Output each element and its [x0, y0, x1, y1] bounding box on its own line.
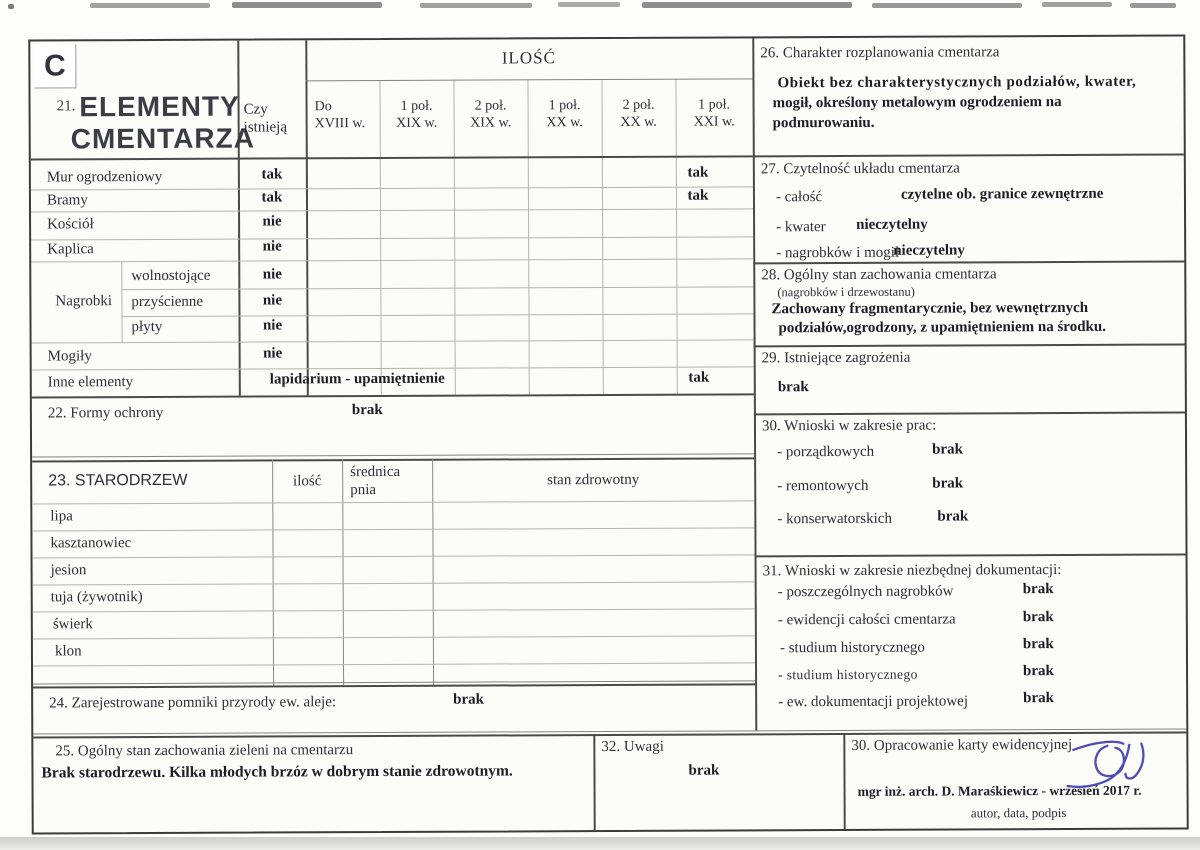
grid-line [33, 635, 755, 639]
section30-item-label: - porządkowych [777, 443, 875, 461]
period-col-0: Do XVIII w. [314, 99, 366, 132]
section28-value-l1: Zachowany fragmentarycznie, bez wewnętrznych [771, 299, 1089, 318]
grid-line [32, 393, 754, 398]
section27-item-label: - całość [775, 189, 823, 206]
section26-value-l1: Obiekt bez charakterystycznych podziałów, kwater, [777, 73, 1137, 92]
section27-label: 27. Czytelność układu cmentarza [760, 160, 960, 178]
grid-line [32, 527, 754, 531]
grid-line [33, 662, 755, 666]
grid-line [342, 459, 344, 685]
col-header-exists: Czy istnieją [243, 101, 288, 136]
tree-row-tuja: tuja (żywotnik) [50, 589, 143, 606]
section31-item-label: - poszczególnych nagrobków [777, 583, 954, 601]
section30b-label: 30. Opracowanie karty ewidencyjnej [851, 736, 1073, 754]
grid-line [31, 236, 753, 240]
section27-item-value: nieczytelny [856, 216, 928, 233]
grid-line [32, 500, 754, 504]
section32-label: 32. Uwagi [601, 738, 664, 756]
section30-item-label: - konserwatorskich [777, 510, 892, 528]
grid-line [272, 459, 274, 685]
grid-line [121, 313, 753, 317]
scan-artifact [420, 3, 532, 8]
section26-value-l3: podmurowaniu. [772, 114, 875, 132]
row-label-przyscienne: przyścienne [131, 293, 204, 311]
section31-item-label: - studium historycznego [778, 666, 918, 683]
row-label-nagrobki: Nagrobki [55, 293, 113, 310]
value-exists-przyscienne: nie [262, 292, 283, 309]
row-label-wolnostojace: wolnostojące [131, 267, 211, 285]
section27-item-label: - kwater [776, 219, 826, 236]
value-inne-elementy: lapidarium - upamiętnienie [269, 370, 445, 388]
section28-sublabel: (nagrobków i drzewostanu) [777, 284, 915, 300]
value-exists-plyty: nie [262, 317, 283, 334]
grid-line [33, 554, 755, 558]
section-divider [754, 343, 1185, 347]
grid-line [31, 208, 753, 212]
grid-line [32, 457, 754, 462]
tree-row-lipa: lipa [50, 508, 73, 525]
value-xxi-mur: tak [687, 164, 709, 181]
form-logo-box [34, 44, 76, 88]
value-exists-mogily: nie [263, 345, 283, 362]
section25-label: 25. Ogólny stan zachowania zieleni na cmentarzu [55, 742, 354, 760]
scan-artifact [1130, 3, 1176, 8]
logo-letter: C [43, 48, 66, 82]
section30b-author: mgr inż. arch. D. Maraśkiewicz - wrzesień 2017 r. [857, 782, 1142, 799]
section-divider [754, 411, 1185, 415]
section30-item-label: - remontowych [777, 477, 869, 495]
tree-row-kasztanowiec: kasztanowiec [50, 535, 132, 552]
period-col-1: 1 poł. XIX w. [396, 98, 438, 132]
section29-label: 29. Istniejące zagrożenia [761, 349, 911, 367]
section27-item-label: - nagrobków i mogił [776, 244, 900, 262]
section31-item-value: brak [1022, 609, 1054, 626]
section21-title [56, 91, 255, 156]
scan-artifact [558, 2, 620, 7]
value-exists-mur: tak [261, 166, 283, 183]
section31-item-label: - ewidencji całości cmentarza [777, 611, 956, 629]
col-header-srednica: średnica pnia [350, 463, 401, 499]
scan-artifact [8, 4, 14, 9]
section22-label: 22. Formy ochrony [47, 404, 164, 422]
section-divider [755, 553, 1186, 557]
row-label-plyty: płyty [131, 318, 163, 336]
value-exists-kaplica: nie [262, 238, 282, 255]
grid-line [33, 683, 755, 688]
section21-title-line1: ELEMENTY [79, 90, 240, 123]
value-exists-bramy: tak [261, 189, 283, 206]
grid-line [121, 286, 753, 290]
section28-label: 28. Ogólny stan zachowania cmentarza [761, 266, 997, 284]
row-label-mur: Mur ogrodzeniowy [46, 168, 163, 186]
section30-item-value: brak [932, 475, 964, 492]
scan-artifact [90, 3, 210, 8]
section26-label: 26. Charakter rozplanowania cmentarza [760, 44, 1000, 62]
section32-value: brak [688, 762, 720, 779]
grid-line [305, 78, 752, 81]
tree-row-swierk: świerk [52, 616, 93, 633]
value-exists-kosciol: nie [262, 213, 282, 230]
grid-line [31, 186, 753, 190]
scan-edge-shadow [0, 837, 1200, 850]
form-border [28, 34, 1188, 834]
scan-artifact [232, 2, 382, 8]
handwritten-signature [1063, 736, 1193, 795]
scan-artifact [1042, 2, 1112, 7]
section25-value: Brak starodrzewu. Kilka młodych brzóz w dobrym stanie zdrowotnym. [41, 762, 513, 782]
section29-value: brak [777, 379, 809, 396]
section31-item-label: - ew. dokumentacji projektowej [778, 693, 969, 711]
scan-artifact [642, 2, 852, 8]
grid-line [31, 258, 753, 262]
section26-value-l2: mogił, określony metalowym ogrodzeniem na [772, 94, 1062, 112]
row-label-bramy: Bramy [46, 192, 88, 209]
section30-item-value: brak [932, 441, 963, 458]
tree-row-jesion: jesion [50, 562, 87, 579]
row-label-kaplica: Kaplica [47, 241, 94, 258]
section21-number: 21. [56, 98, 76, 115]
section24-label: 24. Zarejestrowane pomniki przyrody ew. aleje: [49, 694, 337, 712]
value-exists-wolnostojace: nie [262, 266, 282, 283]
grid-line [32, 339, 754, 343]
grid-line [31, 155, 753, 160]
section30-label: 30. Wnioski w zakresie prac: [761, 417, 937, 435]
quantity-header: ILOŚĆ [501, 48, 556, 68]
panel-divider [752, 38, 757, 731]
section27-item-value: nieczytelny [893, 242, 965, 259]
value-xxi-inne: tak [688, 369, 710, 386]
grid-line [33, 608, 755, 612]
section27-item-value: czytelne ob. granice zewnętrzne [900, 185, 1104, 203]
section31-item-value: brak [1023, 663, 1054, 680]
grid-line [432, 459, 434, 685]
divider [843, 733, 845, 829]
section21-title-line2: CMENTARZA [70, 122, 256, 155]
period-col-2: 2 poł. XIX w. [470, 98, 512, 131]
section30-item-value: brak [937, 508, 969, 525]
period-col-5: 1 poł. XXI w. [693, 97, 735, 130]
row-label-kosciol: Kościół [47, 216, 94, 233]
section28-value-l2: podziałów,ogrodzony, z upamiętnieniem na środku. [778, 318, 1106, 337]
section24-value: brak [453, 691, 485, 708]
col-header-ilosc: ilość [292, 473, 322, 490]
divider [593, 734, 595, 830]
section-divider [753, 153, 1184, 157]
section31-item-value: brak [1022, 636, 1054, 653]
section30b-caption: autor, data, podpis [970, 805, 1067, 821]
tree-row-klon: klon [54, 643, 82, 660]
col-header-stan: stan zdrowotny [547, 471, 640, 489]
grid-line [121, 261, 122, 342]
section22-value: brak [351, 401, 383, 419]
row-label-inne: Inne elementy [47, 374, 134, 391]
row-label-mogily: Mogiły [47, 348, 92, 365]
section31-label: 31. Wnioski w zakresie niezbędnej dokumentacji: [762, 562, 1062, 580]
scan-artifact [872, 3, 1022, 8]
value-xxi-bramy: tak [687, 187, 709, 204]
period-col-3: 1 poł. XX w. [546, 98, 583, 131]
period-col-4: 2 poł. XX w. [620, 97, 657, 131]
section23-title: 23. STARODRZEW [48, 471, 188, 490]
section31-item-value: brak [1023, 690, 1055, 707]
section31-item-value: brak [1022, 581, 1054, 598]
section31-item-label: - studium historycznego [779, 639, 925, 657]
grid-line [33, 581, 755, 585]
